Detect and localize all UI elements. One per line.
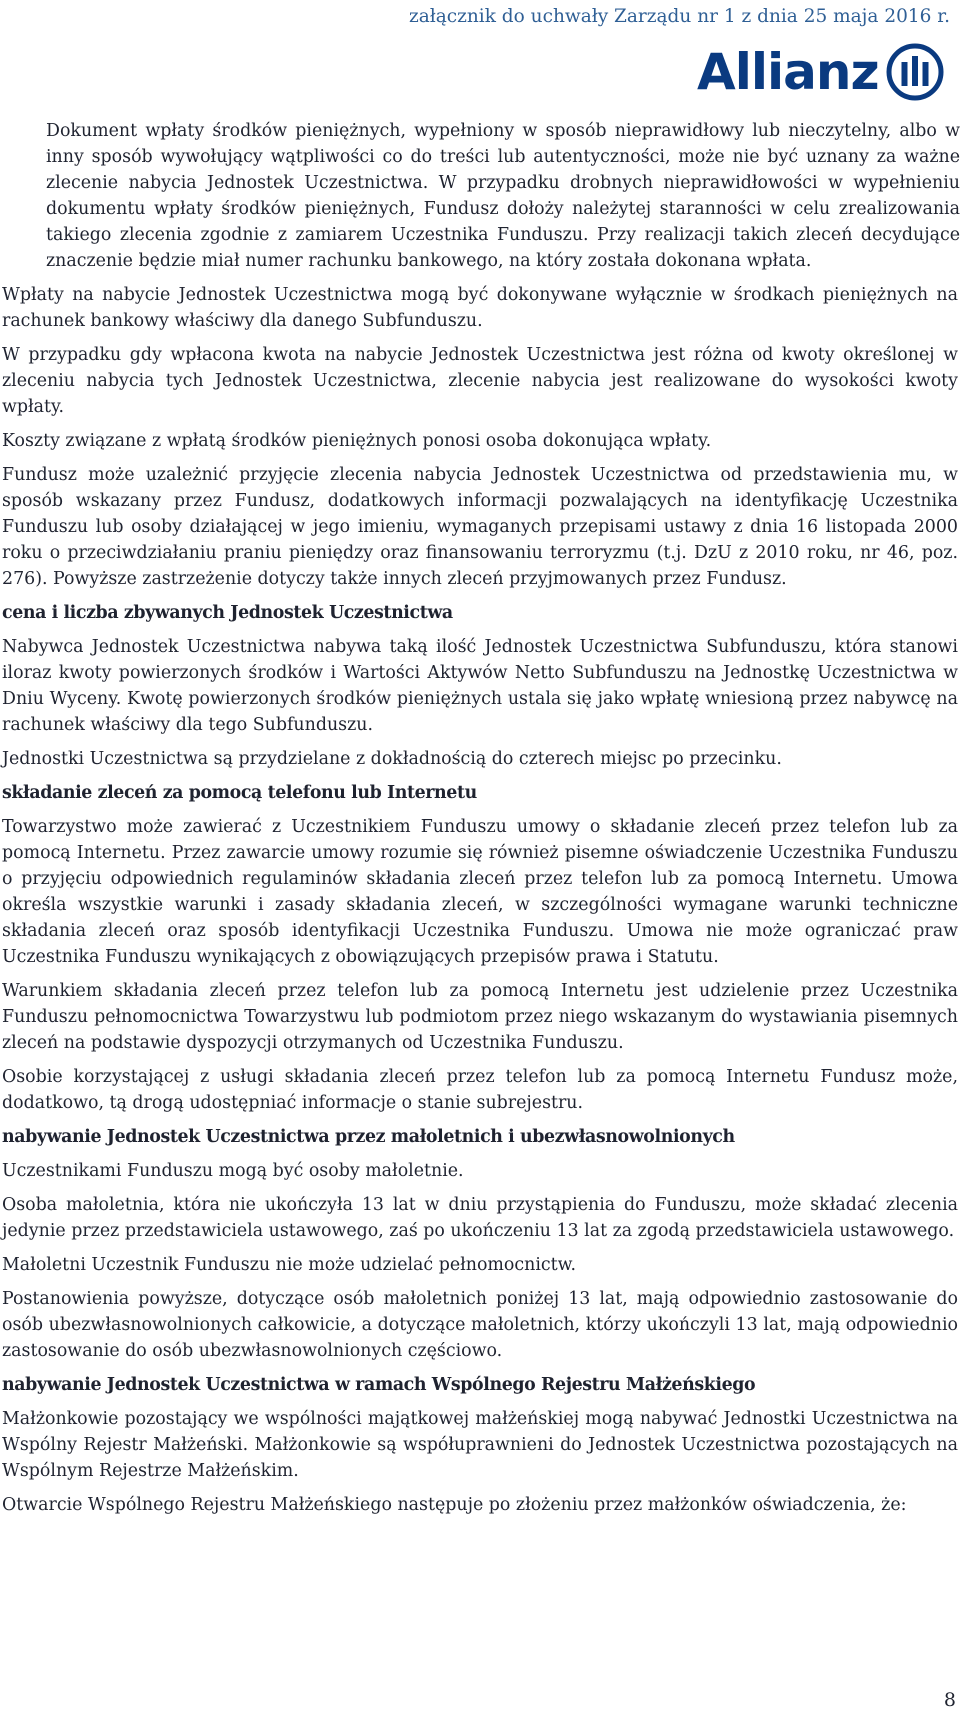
- paragraph-power-of-attorney: Warunkiem składania zleceń przez telefon lub za pomocą Internetu jest udzielenie przez Uczestnika Funduszu pełnomocnictwa Towarzystwu lub podmiotom przez niego wskazanym do wystawiania pisemnych zleceń na podstawie dyspozycji otrzymanych od Uczestnika Funduszu.: [2, 981, 958, 1053]
- section-heading-price: cena i liczba zbywanych Jednostek Uczestnictwa: [2, 603, 453, 623]
- paragraph-subregister-info: Osobie korzystającej z usługi składania zleceń przez telefon lub za pomocą Internetu Fundusz może, dodatkowo, tą drogą udostępniać informacje o stanie subrejestru.: [2, 1067, 958, 1113]
- section-heading-marital-register: nabywanie Jednostek Uczestnictwa w ramach Wspólnego Rejestru Małżeńskiego: [2, 1375, 756, 1395]
- paragraph-minors-allowed: Uczestnikami Funduszu mogą być osoby małoletnie.: [2, 1161, 464, 1181]
- paragraph-register-opening: Otwarcie Wspólnego Rejestru Małżeńskiego następuje po złożeniu przez małżonków oświadczenia, że:: [2, 1495, 907, 1515]
- paragraph-incapacitated: Postanowienia powyższe, dotyczące osób małoletnich poniżej 13 lat, mają odpowiednio zastosowanie do osób ubezwłasnowolnionych całkowicie, a dotyczące małoletnich, którzy ukończyli 13 lat, mają odpowiednio zastosowanie do osób ubezwłasnowolnionych częściowo.: [2, 1289, 958, 1361]
- paragraph-units-precision: Jednostki Uczestnictwa są przydzielane z dokładnością do czterech miejsc po przecinku.: [2, 749, 782, 769]
- page-number: 8: [943, 1689, 956, 1711]
- paragraph-units-quantity: Nabywca Jednostek Uczestnictwa nabywa taką ilość Jednostek Uczestnictwa Subfunduszu, która stanowi iloraz kwoty powierzonych środków i Wartości Aktywów Netto Subfunduszu na Jednostkę Uczestnictwa w Dniu Wyceny. Kwotę powierzonych środków pieniężnych ustala się jako wpłatę wniesioną przez nabywcę na rachunek właściwy dla tego Subfunduszu.: [2, 637, 958, 735]
- header-note: załącznik do uchwały Zarządu nr 1 z dnia 25 maja 2016 r.: [408, 6, 950, 27]
- paragraph-invalid-payment-document: Dokument wpłaty środków pieniężnych, wypełniony w sposób nieprawidłowy lub nieczytelny, albo w inny sposób wywołujący wątpliwości co do treści lub autentyczności, może nie być uznany za ważne zlecenie nabycia Jednostek Uczestnictwa. W przypadku drobnych nieprawidłowości w wypełnieniu dokumentu wpłaty środków pieniężnych, Fundusz dołoży należytej staranności w celu zrealizowania takiego zlecenia zgodnie z zamiarem Uczestnika Funduszu. Przy realizacji takich zleceń decydujące znaczenie będzie miał numer rachunku bankowego, na który została dokonana wpłata.: [46, 121, 960, 271]
- paragraph-spouses: Małżonkowie pozostający we wspólności majątkowej małżeńskiej mogą nabywać Jednostki Uczestnictwa na Wspólny Rejestr Małżeński. Małżonkowie są współuprawnieni do Jednostek Uczestnictwa pozostających na Wspólnym Rejestrze Małżeńskim.: [2, 1409, 958, 1481]
- paragraph-minors-under-13: Osoba małoletnia, która nie ukończyła 13 lat w dniu przystąpienia do Funduszu, może składać zlecenia jedynie przez przedstawiciela ustawowego, zaś po ukończeniu 13 lat za zgodą przedstawiciela ustawowego.: [2, 1195, 958, 1241]
- section-heading-minors: nabywanie Jednostek Uczestnictwa przez małoletnich i ubezwłasnowolnionych: [2, 1127, 735, 1147]
- document-body: [0, 118, 960, 1518]
- allianz-eagle-icon: [886, 43, 944, 101]
- allianz-logo: [697, 42, 944, 102]
- section-heading-phone-internet: składanie zleceń za pomocą telefonu lub Internetu: [2, 783, 477, 803]
- paragraph-payment-method: Wpłaty na nabycie Jednostek Uczestnictwa mogą być dokonywane wyłącznie w środkach pieniężnych na rachunek bankowy właściwy dla danego Subfunduszu.: [2, 285, 958, 331]
- paragraph-identification: Fundusz może uzależnić przyjęcie zlecenia nabycia Jednostek Uczestnictwa od przedstawienia mu, w sposób wskazany przez Fundusz, dodatkowych informacji pozwalających na identyfikację Uczestnika Funduszu lub osoby działającej w jego imieniu, wymaganych przepisami ustawy z dnia 16 listopada 2000 roku o przeciwdziałaniu praniu pieniędzy oraz finansowaniu terroryzmu (t.j. DzU z 2010 roku, nr 46, poz. 276). Powyższe zastrzeżenie dotyczy także innych zleceń przyjmowanych przez Fundusz.: [2, 465, 958, 589]
- paragraph-agreement: Towarzystwo może zawierać z Uczestnikiem Funduszu umowy o składanie zleceń przez telefon lub za pomocą Internetu. Przez zawarcie umowy rozumie się również pisemne oświadczenie Uczestnika Funduszu o przyjęciu odpowiednich regulaminów składania zleceń przez telefon lub za pomocą Internetu. Umowa określa wszystkie warunki i zasady składania zleceń, w szczególności wymagane warunki techniczne składania zleceń oraz sposób identyfikacji Uczestnika Funduszu. Umowa nie może ograniczać praw Uczestnika Funduszu wynikających z obowiązujących przepisów prawa i Statutu.: [2, 817, 958, 967]
- paragraph-payment-costs: Koszty związane z wpłatą środków pieniężnych ponosi osoba dokonująca wpłaty.: [2, 431, 712, 451]
- logo-text: Allianz: [697, 43, 879, 101]
- paragraph-amount-difference: W przypadku gdy wpłacona kwota na nabycie Jednostek Uczestnictwa jest różna od kwoty określonej w zleceniu nabycia tych Jednostek Uczestnictwa, zlecenie nabycia jest realizowane do wysokości kwoty wpłaty.: [2, 345, 958, 417]
- paragraph-minors-no-proxies: Małoletni Uczestnik Funduszu nie może udzielać pełnomocnictw.: [2, 1255, 576, 1275]
